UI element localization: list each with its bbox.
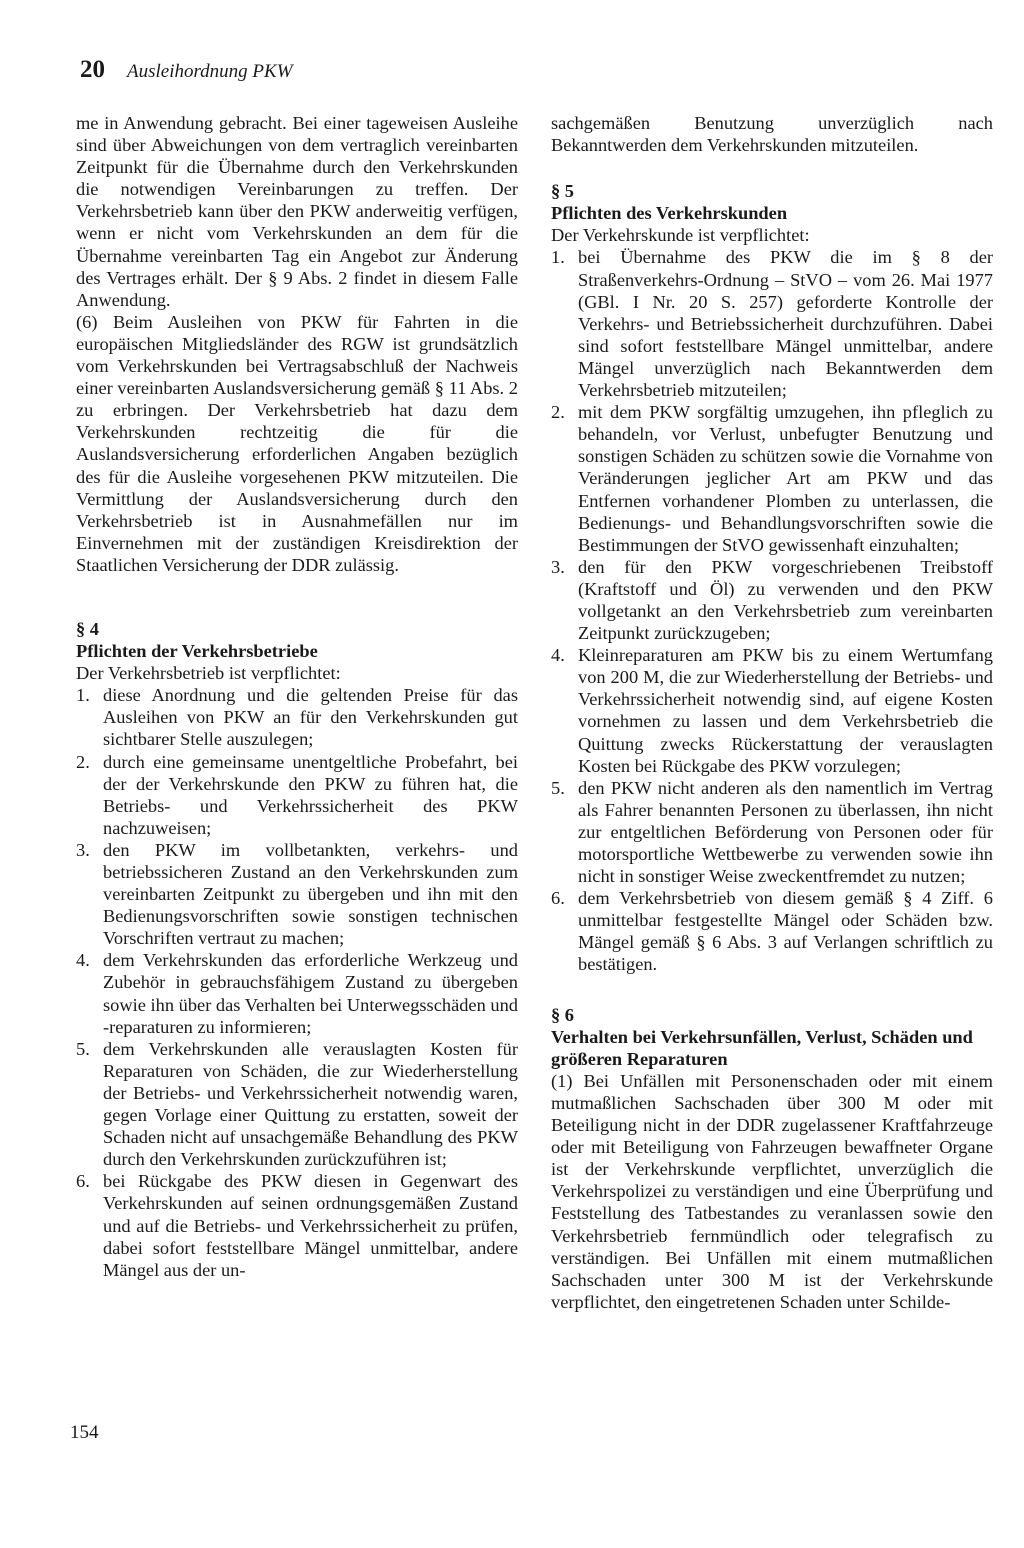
right-column (551, 112, 993, 1313)
list-item (551, 556, 993, 644)
list-item-number: 1. (76, 685, 90, 706)
list-item (551, 246, 993, 401)
list-item-text: dem Verkehrskunden das erforderliche Werkzeug und Zubehör in gebrauchsfähigem Zustand zu übergeben sowie ihn über das Verhalten bei Unterwegsschäden und -reparaturen zu informieren; (103, 950, 518, 1037)
list-item-number: 4. (76, 950, 90, 971)
list-item (76, 949, 518, 1037)
list-item (76, 751, 518, 839)
section-6-number: § 6 (551, 1004, 574, 1025)
list-item-number: 3. (551, 556, 565, 577)
list-item-number: 2. (551, 402, 565, 423)
list-item (76, 1038, 518, 1171)
list-item-text: dem Verkehrsbetrieb von diesem gemäß § 4 Ziff. 6 unmittelbar festgestellte Mängel oder Schäden bzw. Mängel gemäß § 6 Abs. 3 auf Verlangen schriftlich zu bestätigen. (578, 888, 993, 975)
section-5-number: § 5 (551, 181, 574, 202)
section-4-title: Pflichten der Verkehrsbetriebe (76, 641, 318, 662)
list-item-text: bei Übernahme des PKW die im § 8 der Straßenverkehrs-Ordnung – StVO – vom 26. Mai 1977 (GBl. I Nr. 20 S. 257) geforderte Kontrolle der Verkehrs- und Betriebssicherheit durchzuführen. Dabei sind sofort feststellbare Mängel unmittelbar, andere Mängel unverzüglich nach Bekanntwerden dem Verkehrsbetrieb mitzuteilen; (578, 247, 993, 401)
section-4-number: § 4 (76, 618, 99, 639)
list-item (551, 644, 993, 777)
list-item-number: 4. (551, 645, 565, 666)
running-header (80, 56, 293, 96)
section-5-title: Pflichten des Verkehrskunden (551, 203, 788, 224)
list-item (551, 887, 993, 975)
list-item-number: 2. (76, 751, 90, 772)
list-item-number: 6. (76, 1171, 90, 1192)
section-4 (76, 618, 518, 1281)
section-4-intro: Der Verkehrsbetrieb ist verpflichtet: (76, 663, 341, 684)
list-item-text: bei Rückgabe des PKW diesen in Gegenwart des Verkehrskunden auf seinen ordnungsgemäßen Zustand und auf die Betriebs- und Verkehrssicherheit zu prüfen, dabei sofort feststellbare Mängel unmittelbar, andere Mängel aus der un- (103, 1171, 518, 1280)
running-title: Ausleihordnung PKW (127, 61, 293, 82)
continuation-paragraph: sachgemäßen Benutzung unverzüglich nach Bekanntwerden dem Verkehrskunden mitzuteilen. (551, 113, 993, 156)
left-column (76, 112, 518, 1281)
list-item-text: den für den PKW vorgeschriebenen Treibstoff (Kraftstoff und Öl) zu verwenden und den PKW vollgetankt an den Verkehrsbetrieb zum vereinbarten Zeitpunkt zurückzugeben; (578, 556, 993, 644)
section-5-list (551, 246, 993, 975)
list-item-number: 5. (76, 1038, 90, 1059)
section-5 (551, 180, 993, 975)
section-6-paragraph-1: (1) Bei Unfällen mit Personenschaden oder mit einem mutmaßlichen Sachschaden über 300 M oder mit Beteiligung nicht in der DDR zugelassener Kraftfahrzeuge oder mit Beteiligung von Fahrzeugen bewaffneter Organe ist der Verkehrskunde verpflichtet, unverzüglich die Verkehrspolizei zu verständigen und eine Überprüfung und Feststellung des Tatbestandes zu veranlassen sowie den Verkehrsbetrieb fernmündlich oder telegrafisch zu verständigen. Bei Unfällen mit einem mutmaßlichen Sachschaden unter 300 M ist der Verkehrskunde verpflichtet, den eingetretenen Schaden unter Schilde- (551, 1070, 993, 1312)
list-item (76, 839, 518, 949)
list-item-text: dem Verkehrskunden alle verauslagten Kosten für Reparaturen von Schäden, die zur Wiederherstellung der Betriebs- und Verkehrssicherheit notwendig waren, gegen Vorlage einer Quittung zu erstatten, soweit der Schaden nicht auf unsachgemäße Behandlung des PKW durch den Verkehrskunden zurückzuführen ist; (103, 1038, 518, 1170)
section-4-list (76, 684, 518, 1281)
continuation-paragraph: me in Anwendung gebracht. Bei einer tageweisen Ausleihe sind über Abweichungen von dem vertraglich vereinbarten Zeitpunkt für die Übernahme durch den Verkehrskunden die notwendigen Vereinbarungen zu treffen. Der Verkehrsbetrieb kann über den PKW anderweitig verfügen, wenn er nicht vom Verkehrskunden an dem für die Übernahme vereinbarten Tag ein Angebot zur Änderung des Vertrages erhält. Der § 9 Abs. 2 findet in diesem Falle Anwendung. (76, 113, 518, 310)
chapter-page-number: 20 (80, 56, 105, 83)
list-item (551, 777, 993, 887)
list-item-number: 3. (76, 839, 90, 860)
section-6 (551, 1004, 993, 1313)
list-item-number: 1. (551, 247, 565, 268)
list-item (76, 1170, 518, 1280)
page-number-footer: 154 (70, 1422, 99, 1443)
list-item (551, 401, 993, 556)
list-item-text: den PKW nicht anderen als den namentlich im Vertrag als Fahrer benannten Personen zu überlassen, ihn nicht zur entgeltlichen Beförderung von Personen oder für motorsportliche Wettbewerbe zu verwenden sowie ihn nicht in sonstiger Weise zweckentfremdet zu nutzen; (578, 777, 993, 887)
list-item-number: 6. (551, 888, 565, 909)
list-item-text: durch eine gemeinsame unentgeltliche Probefahrt, bei der der Verkehrskunde den PKW zu führen hat, die Betriebs- und Verkehrssicherheit des PKW nachzuweisen; (103, 751, 518, 838)
list-item-text: den PKW im vollbetankten, verkehrs- und betriebssicheren Zustand an den Verkehrskunden zum vereinbarten Zeitpunkt zu übergeben und ihn mit den Bedienungsvorschriften sowie sonstigen technischen Vorschriften vertraut zu machen; (103, 839, 518, 949)
list-item-text: mit dem PKW sorgfältig umzugehen, ihn pfleglich zu behandeln, vor Verlust, unbefugter Benutzung und sonstigen Schäden zu schützen sowie die Vornahme von Veränderungen jeglicher Art am PKW und das Entfernen vorhandener Plomben zu unterlassen, die Bedienungs- und Behandlungsvorschriften sowie die Bestimmungen der StVO gewissenhaft einzuhalten; (578, 402, 993, 555)
list-item-text: Kleinreparaturen am PKW bis zu einem Wertumfang von 200 M, die zur Wiederherstellung der Betriebs- und Verkehrssicherheit notwendig sind, auf eigene Kosten vornehmen zu lassen und dem Verkehrsbetrieb die Quittung zwecks Rückerstattung der verauslagten Kosten bei Rückgabe des PKW vorzulegen; (578, 645, 993, 776)
paragraph-6: (6) Beim Ausleihen von PKW für Fahrten in die europäischen Mitgliedsländer des RGW ist grundsätzlich vom Verkehrskunden bei Vertragsabschluß der Nachweis einer vereinbarten Auslandsversicherung gemäß § 11 Abs. 2 zu erbringen. Der Verkehrsbetrieb hat dazu dem Verkehrskunden rechtzeitig die für die Auslandsversicherung erforderlichen Angaben bezüglich des für die Ausleihe vorgesehenen PKW mitzuteilen. Die Vermittlung der Auslandsversicherung durch den Verkehrsbetrieb ist in Ausnahmefällen nur im Einvernehmen mit der zuständigen Kreisdirektion der Staatlichen Versicherung der DDR zulässig. (76, 311, 518, 575)
list-item-number: 5. (551, 777, 565, 798)
list-item-text: diese Anordnung und die geltenden Preise für das Ausleihen von PKW an für den Verkehrskunden gut sichtbarer Stelle auszulegen; (103, 685, 518, 750)
section-6-title: Verhalten bei Verkehrsunfällen, Verlust, Schäden und größeren Reparaturen (551, 1026, 973, 1069)
section-5-intro: Der Verkehrskunde ist verpflichtet: (551, 225, 810, 246)
list-item (76, 684, 518, 750)
